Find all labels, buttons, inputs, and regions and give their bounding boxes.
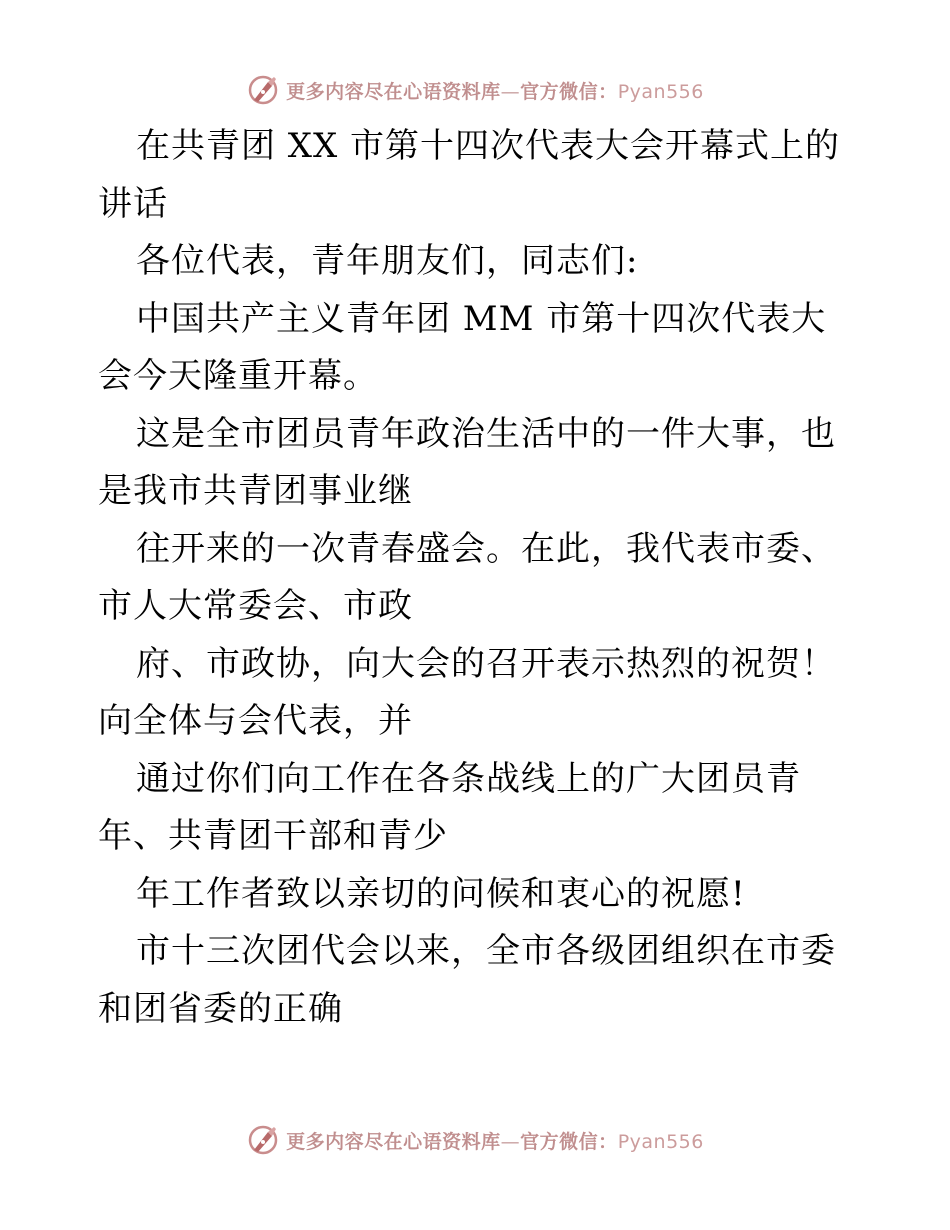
- document-paragraph: 这是全市团员青年政治生活中的一件大事，也是我市共青团事业继: [98, 413, 836, 511]
- document-paragraph: 往开来的一次青春盛会。在此，我代表市委、市人大常委会、市政: [98, 528, 836, 626]
- document-paragraph: 年工作者致以亲切的问候和衷心的祝愿!: [136, 873, 746, 914]
- quill-pen-logo-icon: [246, 73, 280, 107]
- document-paragraph: 府、市政协，向大会的召开表示热烈的祝贺！向全体与会代表，并: [98, 643, 836, 741]
- document-body: [98, 118, 858, 1038]
- banner-text: [286, 77, 704, 104]
- banner-wechat-id: Pyan556: [617, 80, 704, 103]
- document-paragraph: 各位代表，青年朋友们，同志们:: [136, 241, 639, 281]
- banner-separator: —: [500, 1130, 521, 1153]
- banner-separator: —: [500, 80, 521, 103]
- header-watermark-banner: [0, 70, 950, 110]
- document-title-paragraph: 在共青团 XX 市第十四次代表大会开幕式上的讲话: [98, 126, 841, 224]
- document-paragraph: 市十三次团代会以来，全市各级团组织在市委和团省委的正确: [98, 931, 836, 1029]
- document-paragraph: 中国共产主义青年团 MM 市第十四次代表大会今天隆重开幕。: [98, 298, 827, 396]
- footer-watermark-banner: [0, 1120, 950, 1160]
- banner-site-name: 更多内容尽在心语资料库: [286, 80, 501, 103]
- banner-text: [286, 1127, 704, 1154]
- document-paragraph: 通过你们向工作在各条战线上的广大团员青年、共青团干部和青少: [98, 758, 801, 856]
- quill-pen-logo-icon: [246, 1123, 280, 1157]
- banner-official-label: 官方微信：: [520, 80, 618, 103]
- banner-wechat-id: Pyan556: [617, 1130, 704, 1153]
- banner-official-label: 官方微信：: [520, 1130, 618, 1153]
- banner-site-name: 更多内容尽在心语资料库: [286, 1130, 501, 1153]
